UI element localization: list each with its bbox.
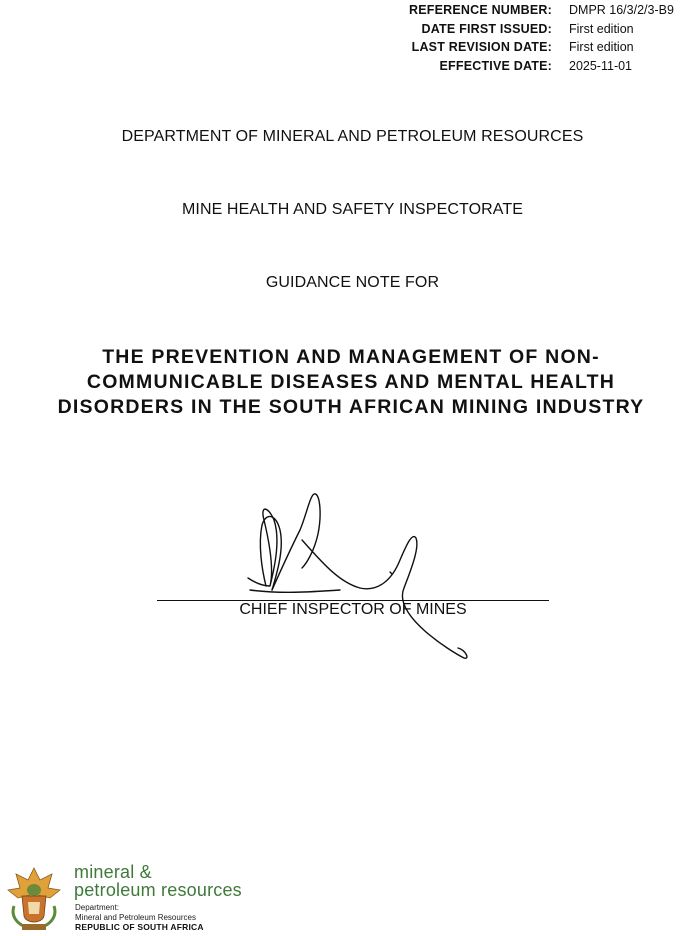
meta-value: 2025-11-01 [569, 58, 633, 73]
department-label: Department: [75, 903, 120, 912]
meta-row-reference [360, 1, 680, 20]
title-line: DISORDERS IN THE SOUTH AFRICAN MINING INDUSTRY [57, 396, 645, 418]
coat-of-arms-icon [6, 866, 62, 932]
meta-row-effective-date [360, 57, 680, 76]
guidance-note-heading: GUIDANCE NOTE FOR [265, 274, 440, 291]
meta-row-first-issued [360, 20, 680, 39]
department-logo [6, 860, 266, 936]
signature-image [240, 490, 480, 662]
meta-label: LAST REVISION DATE: [411, 40, 552, 54]
country-name: REPUBLIC OF SOUTH AFRICA [75, 922, 204, 932]
meta-label: EFFECTIVE DATE: [439, 58, 552, 73]
meta-label: DATE FIRST ISSUED: [421, 21, 552, 36]
document-title [10, 345, 691, 420]
department-name: Mineral and Petroleum Resources [75, 912, 196, 922]
title-line: THE PREVENTION AND MANAGEMENT OF NON- [102, 346, 600, 368]
brand-name-line2: petroleum resources [74, 880, 242, 900]
meta-row-last-revision [360, 38, 680, 57]
document-meta-table [360, 1, 680, 75]
brand-name-line1: mineral & [74, 862, 152, 882]
inspectorate-heading: MINE HEALTH AND SAFETY INSPECTORATE [181, 201, 524, 218]
signature-caption: CHIEF INSPECTOR OF MINES [239, 601, 467, 618]
meta-value: First edition [569, 40, 634, 54]
title-line: COMMUNICABLE DISEASES AND MENTAL HEALTH [86, 371, 616, 393]
department-heading: DEPARTMENT OF MINERAL AND PETROLEUM RESOURCES [121, 128, 584, 145]
meta-value: First edition [569, 21, 634, 36]
department-caption [75, 903, 196, 922]
meta-value: DMPR 16/3/2/3-B9 [569, 3, 674, 17]
meta-label: REFERENCE NUMBER: [409, 3, 552, 17]
